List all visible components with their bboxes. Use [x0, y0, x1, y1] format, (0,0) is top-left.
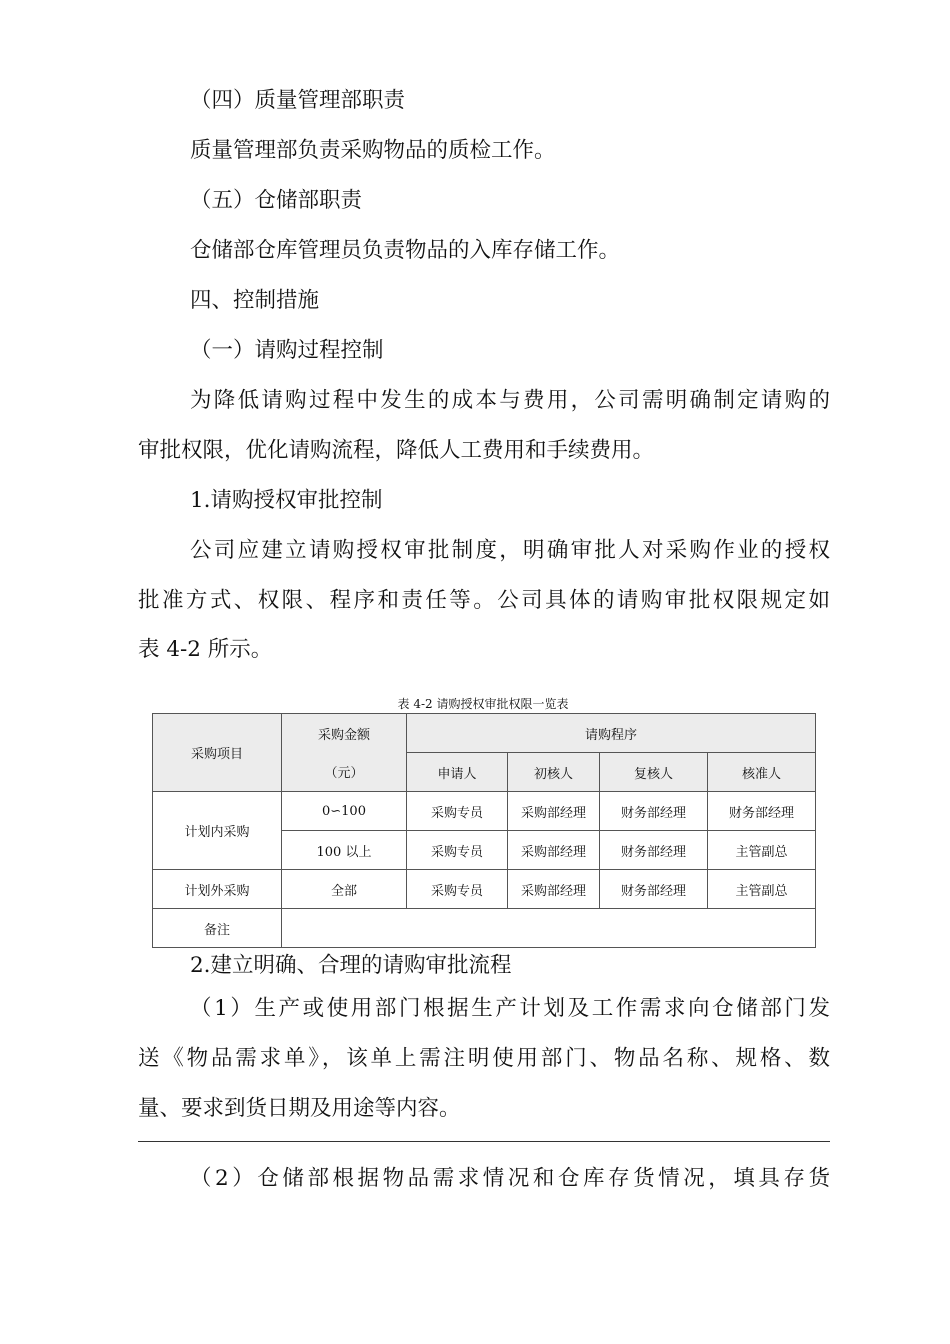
paragraph-authorization-line-1: 公司应建立请购授权审批制度，明确审批人对采购作业的授权: [190, 538, 830, 563]
cell-remark-label: 备注: [153, 909, 282, 948]
header-second-review: 复核人: [600, 753, 708, 792]
cell-amount: 100 以上: [282, 831, 407, 870]
heading-approval-process: 2.建立明确、合理的请购审批流程: [190, 953, 512, 978]
cell-second-review: 财务部经理: [600, 870, 708, 909]
paragraph-intro-line-1: 为降低请购过程中发生的成本与费用，公司需明确制定请购的: [190, 388, 830, 413]
page-divider: [138, 1141, 830, 1142]
cell-item: 计划外采购: [153, 870, 282, 909]
table-header-row-1: [153, 714, 816, 753]
cell-approver: 主管副总: [708, 870, 816, 909]
cell-applicant: 采购专员: [407, 870, 508, 909]
header-amount: 采购金额: [282, 714, 407, 753]
heading-storage-dept: （五）仓储部职责: [190, 188, 363, 213]
cell-applicant: 采购专员: [407, 792, 508, 831]
cell-remark-value: [282, 909, 816, 948]
header-item: 采购项目: [153, 714, 282, 792]
paragraph-quality-dept: 质量管理部负责采购物品的质检工作。: [190, 138, 556, 163]
cell-second-review: 财务部经理: [600, 792, 708, 831]
cell-second-review: 财务部经理: [600, 831, 708, 870]
heading-control-measures: 四、控制措施: [190, 288, 320, 313]
table-row: [153, 870, 816, 909]
table-row: [153, 792, 816, 831]
paragraph-intro-line-2: 审批权限，优化请购流程，降低人工费用和手续费用。: [138, 438, 655, 463]
cell-first-review: 采购部经理: [508, 792, 600, 831]
header-applicant: 申请人: [407, 753, 508, 792]
paragraph-authorization-line-3: 表 4-2 所示。: [138, 637, 273, 662]
paragraph-process-line-2: 送《物品需求单》，该单上需注明使用部门、物品名称、规格、数: [138, 1046, 830, 1071]
cell-first-review: 采购部经理: [508, 870, 600, 909]
cell-approver: 财务部经理: [708, 792, 816, 831]
heading-quality-dept: （四）质量管理部职责: [190, 88, 406, 113]
cell-amount: 全部: [282, 870, 407, 909]
cell-applicant: 采购专员: [407, 831, 508, 870]
cell-amount: 0∽100: [282, 792, 407, 831]
paragraph-process-line-1: （1）生产或使用部门根据生产计划及工作需求向仓储部门发: [190, 996, 830, 1021]
paragraph-storage-dept: 仓储部仓库管理员负责物品的入库存储工作。: [190, 238, 621, 263]
authorization-table: [152, 713, 816, 948]
paragraph-authorization-line-2: 批准方式、权限、程序和责任等。公司具体的请购审批权限规定如: [138, 588, 830, 613]
paragraph-process-line-3: 量、要求到货日期及用途等内容。: [138, 1096, 461, 1121]
header-amount-unit: （元）: [282, 753, 407, 792]
table-remark-row: [153, 909, 816, 948]
header-approver: 核准人: [708, 753, 816, 792]
cell-item: 计划内采购: [153, 792, 282, 870]
header-procedure: 请购程序: [407, 714, 816, 753]
header-first-review: 初核人: [508, 753, 600, 792]
heading-purchase-request-control: （一）请购过程控制: [190, 338, 384, 363]
cell-first-review: 采购部经理: [508, 831, 600, 870]
heading-authorization-control: 1.请购授权审批控制: [190, 488, 383, 513]
paragraph-storage-process-line-1: （2）仓储部根据物品需求情况和仓库存货情况，填具存货: [190, 1166, 830, 1191]
table-caption: 表 4-2 请购授权审批权限一览表: [397, 697, 569, 711]
cell-approver: 主管副总: [708, 831, 816, 870]
